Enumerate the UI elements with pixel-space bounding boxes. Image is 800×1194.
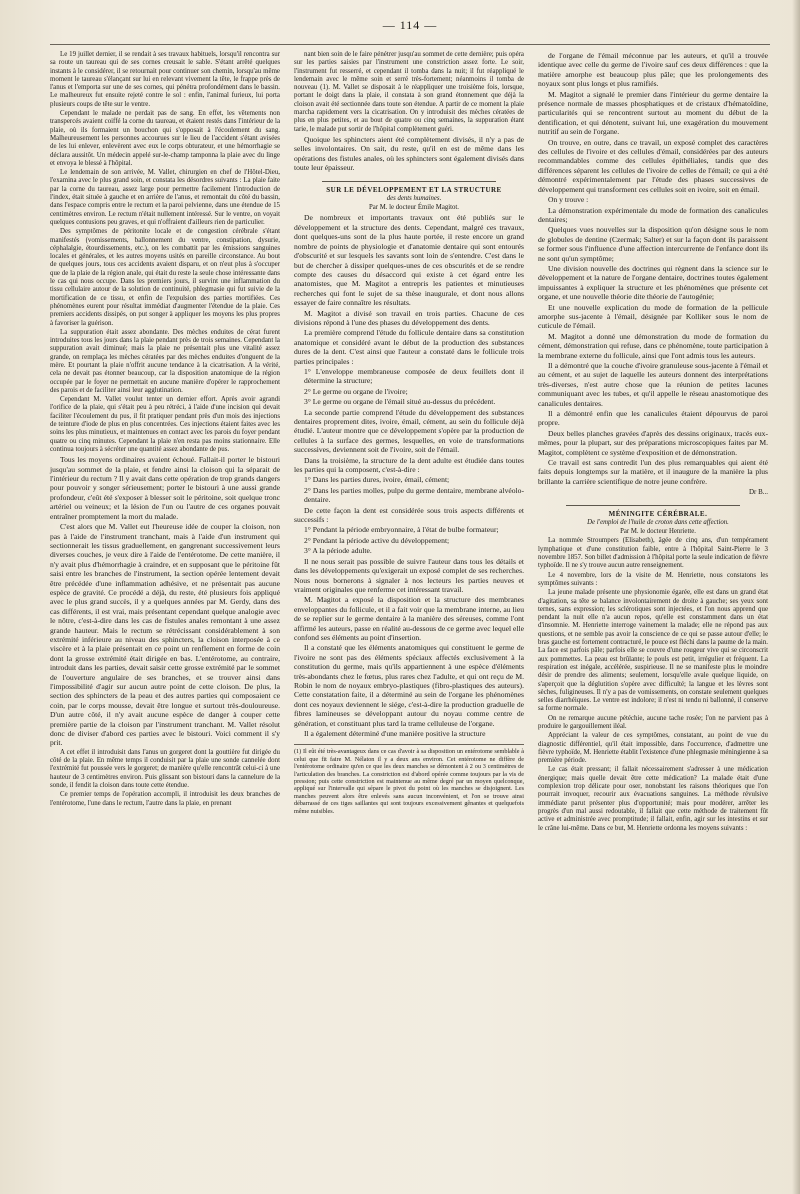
paragraph: Ce travail est sans contredit l'un des plus remarquables qui aient été faits depuis longtemps sur la matière, et il inaugure de la manière la plus brillante la carrière scientifique de notre jeune confrère. <box>538 458 768 486</box>
paragraph: Des symptômes de péritonite locale et de congestion cérébrale s'étant manifestés (vomissements, ballonnement du ventre, constipation, dysurie, céphalalgie, étourdissements, etc.), on les combattit par les émissions sanguines locales et générales, et les autres moyens usités en pareille circonstance. Au bout de quelques jours, tous ces accidents avaient disparu, et on n'eut plus à s'occuper que de la plaie de la région anale, qui était du reste la seule chose intéressante dans le cas qui nous occupe. Dans les premiers jours, il survint une inflammation du tissu cellulaire autour de la solution de continuité, phlegmasie qui fut suivie de la mortification de ce tissu, et enfin de l'expulsion des parties mortifiées. Ces phénomènes eurent pour résultat immédiat d'augmenter l'étendue de la plaie. Ces premiers accidents dissipés, on put songer à appliquer les moyens les plus propres à favoriser la guérison. <box>50 228 280 327</box>
list-item: 3° A la période adulte. <box>304 546 372 556</box>
paragraph: Le cas était pressant; il fallait nécessairement s'adresser à une médication énergique; mais quelle devait être cette médication? La malade était d'une complexion trop délicate pour oser, nonobstant les raisons théoriques que l'on pourrait invoquer, recourir aux évacuations sanguines. La méthode révulsive immédiate parut présenter plus d'opportunité; mais pour modérer, arrêter les progrès d'un mal aussi redoutable, il fallait que cette méthode de traitement fût active et administrée avec promptitude; il fallait, enfin, agir sur les intestins et sur le crâne lui-même. Dans ce but, M. Henriette ordonna les moyens suivants : <box>538 766 768 832</box>
paragraph: Le 19 juillet dernier, il se rendait à ses travaux habituels, lorsqu'il rencontra sur sa route un taureau qui de ses cornes creusait le sable. S'étant arrêté quelques instants à le considérer, il se retournait pour continuer son chemin, lorsqu'au même moment le taureau s'élançant sur lui en relevant vivement la tête, le frappe près de l'anus et l'emporta sur une de ses cornes, qui pénétra profondément dans le bassin. Le malheureux fut ensuite rejeté contre le sol : enfin, l'animal furieux, lui porta plusieurs coups de tête sur le ventre. <box>50 51 280 108</box>
paragraph: Quoique les sphincters aient été complètement divisés, il n'y a pas de selles involontaires. On sait, du reste, qu'il en est de même dans les opérations des fistules anales, où les sphincters sont également divisés dans toute leur épaisseur. <box>294 134 524 173</box>
paragraph: Et une nouvelle explication du mode de formation de la pellicule amorphe sus-jacente à l'émail, désignée par Kolliker sous le nom de cuticule de l'émail. <box>538 302 768 331</box>
footnote: (1) Il eût été très-avantageux dans ce cas d'avoir à sa disposition un entérotome semblable à celui que fit faire M. Nélaton il y a deux ans environ. Cet entérotome ne diffère de l'entérotome ordinaire qu'en ce que les deux manches se démontent à 2 ou 3 centimètres de l'articulation des branches. La constriction est d'abord opérée comme toujours par la vis de pression; puis cette constriction est maintenue au même degré par un moyen quelconque, appliqué sur l'intervalle qui sépare le pivot du point où les manches se disjoignent. Les manches peuvent alors être enlevés sans aucun inconvénient, et l'on se trouve ainsi débarrassé de ces tiges saillantes qui sont toujours excessivement gênantes et quelquefois même nuisibles. <box>294 744 524 815</box>
paragraph: Dans la troisième, la structure de la dent adulte est étudiée dans toutes les parties qui la composent, c'est-à-dire : <box>294 455 524 475</box>
paragraph: De nombreux et importants travaux ont été publiés sur le développement et la structure des dents. Cependant, malgré ces travaux, dont quelques-uns sont de la plus haute portée, il reste encore un grand nombre de points de physiologie et d'anatomie dentaire qui sont entourés d'obscurité et sur lesquels les savants sont loin de s'entendre. C'est dans le but de chercher à dissiper quelques-unes de ces obscurités et de se rendre compte des causes du désaccord qui existe à cet égard entre les anatomistes, que M. Magitot a entrepris les patientes et minutieuses recherches qui font le sujet de sa thèse inaugurale, et dont nous allons essayer de faire connaître les résultats. <box>294 213 524 308</box>
paragraph: La nommée Stroumpers (Elisabeth), âgée de cinq ans, d'un tempérament lymphatique et d'une constitution faible, entre à l'hôpital Saint-Pierre le 3 novembre 1857. Son billet d'admission à l'hôpital porte la seule indication de fièvre typhoïde. Il ne s'y trouve aucun autre renseignement. <box>538 537 769 570</box>
article-title: MÉNINGITE CÉRÉBRALE. <box>608 509 708 518</box>
paragraph: M. Magitot a signalé le premier dans l'intérieur du germe dentaire la présence normale de masses phosphatiques et de cristaux d'hématoïdine, particularités qui se rencontrent surtout au moment du début de la dentification, et qui dénotent, suivant lui, une exagération du mouvement nutritif au sein de l'organe. <box>538 89 768 137</box>
paragraph: M. Magitot a exposé la disposition et la structure des membranes enveloppantes du follicule, et il a fait voir que la membrane interne, au lieu de se replier sur le germe dentaire à la manière des séreuses, comme l'ont affirmé les auteurs, passe en réalité au-dessous de ce germe avec lequel elle confond ses éléments au point d'insertion. <box>294 595 524 642</box>
paragraph: M. Magitot a donné une démonstration du mode de formation du cément, démonstration qui refuse, dans ce phénomène, toute participation à la membrane externe du follicule, ainsi que l'ont admis tous les auteurs. <box>538 331 768 360</box>
paragraph: Deux belles planches gravées d'après des dessins originaux, tracés eux-mêmes, pour la plupart, sur des préparations microscopiques faites par M. Magitot, complètent ce système d'exposition et de démonstration. <box>538 428 768 457</box>
list-item: 2° Le germe ou organe de l'ivoire; <box>304 386 408 396</box>
section-divider <box>566 505 740 506</box>
column-middle <box>294 51 524 834</box>
paragraph: Cependant M. Vallet voulut tenter un dernier effort. Après avoir agrandi l'orifice de la plaie, qui s'était peu à peu rétréci, à l'aide d'une incision qui devait faciliter l'écoulement du pus, il fit pratiquer pendant près d'un mois des injections de teinture d'iode de plus en plus concentrées. Ces injections étaient faites avec les soins les plus minutieux, et maintenues en contact avec les parois du foyer pendant quatre ou cinq minutes. Cependant la plaie n'en resta pas moins stationnaire. Elle continua toujours à sécréter une quantité assez abondante de pus. <box>50 396 280 453</box>
paragraph: Il a démontré enfin que les canalicules étaient dépourvus de paroi propre. <box>538 409 768 428</box>
paragraph: Le lendemain de son arrivée, M. Vallet, chirurgien en chef de l'Hôtel-Dieu, l'examina avec le plus grand soin, et constata les désordres suivants : La plaie faite par la corne du taureau, assez large pour permettre facilement l'introduction de l'index, était située à gauche et en arrière de l'anus, et remontait du côté du bassin, dans l'espace compris entre le rectum et la paroi pelvienne, dans une étendue de 15 centimètres environ. Le rectum n'était nullement intéressé. Sur le ventre, on voyait quelques contusions peu graves, et qui n'offraient d'ailleurs rien de particulier. <box>50 169 280 226</box>
list-item: 2° Pendant la période active du développement; <box>304 535 450 545</box>
columns <box>50 51 770 834</box>
list-item: 2° Dans les parties molles, pulpe du germe dentaire, membrane alvéolo-dentaire. <box>304 485 524 505</box>
paragraph: Tous les moyens ordinaires avaient échoué. Fallait-il porter le bistouri jusqu'au sommet de la plaie, et fendre ainsi la cloison qui la séparait de l'intérieur du rectum ? Il y avait dans cette opération de trop grands dangers pour pouvoir y songer sérieusement; porter le bistouri à une aussi grande profondeur, c'eût été s'exposer à blesser soit le péritoine, soit quelque tronc artériel ou veineux; et la lésion de l'un ou l'autre de ces organes pouvait entraîner promptement la mort du malade. <box>50 455 280 521</box>
page-edge-shadow <box>792 0 800 1194</box>
article-subtitle: des dents humaines. <box>386 194 442 202</box>
paragraph: C'est alors que M. Vallet eut l'heureuse idée de couper la cloison, non pas à l'aide de l'instrument tranchant, mais à l'aide d'un instrument qui sectionnerait les tissus graduellement, en gangrenant successivement leurs diverses couches, je veux dire à l'aide de l'entérotome. De cette manière, il n'y avait plus d'hémorrhagie à craindre, et en supposant que le péritoine fût saisi entre les branches de l'instrument, la section opérée lentement devait être précédée d'une inflammation adhésive, et ne présentait pas aucune espèce de gravité. Ce procédé a déjà, du reste, été plusieurs fois appliqué avec le plus grand succès, il y a quelques années par M. Gerdy, dans des cas différents, il est vrai, mais présentant cependant quelque analogie avec le nôtre, c'est-à-dire dans les cas de fistules anales remontant à une assez grande hauteur. Mais le rectum se rétrécissant considérablement à son extrémité inférieure au niveau des sphincters, la cloison interposée à ce viscère et à la plaie présentait en ce point un renflement en forme de coin dont la grosse extrémité était dirigée en bas. L'entérotome, au contraire, introduit dans les parties, devait saisir cette grosse extrémité par le sommet de l'ouverture angulaire de ses branches, et se trouver ainsi dans l'impossibilité d'agir sur aucun autre point de cette cloison. De plus, la section des sphincters de la peau et des autres parties qui composaient ce coin, par le corps mousse, devait être longue et surtout très-douloureuse. D'un autre côté, il n'y avait aucune espèce de danger à couper cette première partie de la cloison par l'instrument tranchant. M. Vallet résolut donc de diviser d'abord ces parties avec le bistouri. Voici comment il s'y prit. <box>50 522 280 748</box>
paragraph: Ce premier temps de l'opération accompli, il introduisit les deux branches de l'entérotome, l'une dans le rectum, l'autre dans la plaie, en prenant <box>50 791 280 807</box>
paragraph: Quelques vues nouvelles sur la disposition qu'on désigne sous le nom de globules de dentine (Czermak; Salter) et sur la façon dont ils paraissent se former sous l'influence d'une affection intercurrente de l'enfance dont ils ne sont qu'un symptôme; <box>538 225 768 263</box>
paragraph: La seconde partie comprend l'étude du développement des substances dentaires proprement dites, ivoire, émail, cément, au sein du follicule déjà étudié. L'auteur montre que ce développement s'opère par la production de cellules à la surface des germes, lesquelles, en voie de transformations successives, deviennent soit de l'ivoire, soit de l'émail. <box>294 407 524 455</box>
paragraph: Le 4 novembre, lors de la visite de M. Henriette, nous constatons les symptômes suivants : <box>538 571 768 587</box>
paragraph: Il a également déterminé d'une manière positive la structure <box>304 729 486 739</box>
list-item: 1° L'enveloppe membraneuse composée de deux feuillets dont il détermine la structure; <box>304 366 524 386</box>
paragraph: La jeune malade présente une physionomie égarée, elle est dans un grand état d'agitation, sa tête se balance involontairement de droite à gauche; ses yeux sont ternes, sans expression; les sclérotiques sont injectées, et l'on nous apprend que pendant la nuit elle n'a aucun repos, qu'elle est constamment dans un état d'insomnie. M. Henriette interroge vainement la malade; elle ne répond pas aux questions, et ne semble pas avoir la conscience de ce qui se passe autour d'elle; le bras gauche est fortement contracturé, le pouce est fléchi dans la paume de la main. La face est parfois pâle; parfois elle se couvre d'une rougeur vive qui se circonscrit aux pommettes. La peau est brûlante; le pouls est petit, irrégulier et fréquent. La respiration est inégale, accélérée, suspirieuse. Il ne se manifeste plus le moindre désir de prendre des aliments; seulement, lorsqu'elle avale quelque liquide, on s'aperçoit que la déglutition s'opère avec difficulté; la langue et les lèvres sont sèches, fuligineuses. Il n'y a pas de vomissements, on constate seulement quelques selles diarrhéiques. Le ventre est indolore; il n'est ni tendu ni ballonné, il conserve sa forme normale. <box>538 589 768 713</box>
page-number-header: — 114 — <box>50 18 770 45</box>
paragraph: A cet effet il introduisit dans l'anus un gorgeret dont la gouttière fut dirigée du côté de la plaie. En même temps il conduisit par la plaie une sonde cannelée dont l'extrémité fut poussée vers le gorgeret; de manière qu'elle rencontrât celui-ci à une hauteur de 3 centimètres environ. Puis glissant son bistouri dans la cannelure de la sonde, il fendit la cloison dans toute cette étendue. <box>50 748 280 790</box>
paragraph: Il ne nous serait pas possible de suivre l'auteur dans tous les détails et dans les développements qu'exigerait un exposé complet de ses recherches. Nous nous bornerons à signaler à nos lecteurs les parties neuves et vraiment originales que renferme cet intéressant travail. <box>294 556 524 594</box>
paragraph: Cependant le malade ne perdait pas de sang. En effet, les vêtements non transpercés avaient coiffé la corne du taureau, et étaient restés dans l'intérieur de la plaie, où ils formaient un bouchon qui s'opposait à l'écoulement du sang. Malheureusement les personnes accourues sur le lieu de l'accident s'étant avisées de les lui enlever, enlevèrent avec eux le corps obturateur, et une hémorrhagie se déclara aussitôt. Un médecin appelé sur-le-champ tamponna la plaie avec du linge et envoya le blessé à l'hôpital. <box>50 110 280 167</box>
paragraph: On trouve, en outre, dans ce travail, un exposé complet des caractères des cellules de l'ivoire et des cellules d'émail, considérées par des auteurs recommandables comme des cellules épithéliales, tandis que des différences séparent les cellules de l'ivoire de celles de l'émail; ce qui a été démontré expérimentalement par l'étude des phases successives de développement qui transforment ces cellules soit en ivoire, soit en émail. <box>538 137 768 194</box>
paragraph: de l'organe de l'émail méconnue par les auteurs, et qu'il a trouvée identique avec celle du germe de l'ivoire sauf ces deux différences : que la matière amorphe est beaucoup plus pâle; que les prolongements des noyaux sont plus longs et plus ramifiés. <box>538 51 768 89</box>
column-left <box>50 51 280 834</box>
column-right <box>538 51 768 834</box>
signature: Dr B... <box>748 488 768 497</box>
list-item: 3° Le germe ou organe de l'émail situé au-dessus du précédent. <box>304 397 496 407</box>
article-subtitle: De l'emploi de l'huile de croton dans cette affection. <box>587 518 729 526</box>
paragraph: Il a démontré que la couche d'ivoire granuleuse sous-jacente à l'émail et au cément, et au sujet de laquelle les auteurs donnent des interprétations très-diverses, n'est autre chose que la réunion de petites lacunes communiquant avec les tubes, et qu'il appelle le réseau anastomotique des canalicules dentaires. <box>538 361 768 408</box>
paragraph: nant bien soin de le faire pénétrer jusqu'au sommet de cette dernière; puis opéra sur les parties saisies par l'instrument une constriction assez forte. Le soir, l'instrument fut resserré, et cependant il tomba dans la nuit; il fut réappliqué le lendemain avec le même soin et serré très-fortement; néanmoins il tomba de nouveau (1). M. Vallet se disposait à le réappliquer une troisième fois, lorsque, portant le doigt dans la plaie, il constata à son grand étonnement que déjà la cloison avait été sectionnée dans toute son étendue. A partir de ce moment la plaie marcha rapidement vers la cicatrisation. On y introduisit des mèches cératées de plus en plus petites, et au bout de quatre ou cinq semaines, la suppuration étant tarie, le malade put sortir de l'hôpital complètement guéri. <box>294 51 524 133</box>
paragraph: On ne remarque aucune pétéchie, aucune tache rosée; l'on ne parvient pas à produire le gargouillement iléal. <box>538 714 768 730</box>
article-title: SUR LE DÉVELOPPEMENT ET LA STRUCTURE <box>326 185 502 194</box>
list-item: 1° Pendant la période embryonnaire, à l'état de bulbe formateur; <box>304 525 499 535</box>
paragraph: La suppuration était assez abondante. Des mèches enduites de cérat furent introduites tous les jours dans la plaie pendant près de trois semaines. Cependant la suppuration avait diminué; mais la plaie ne présentait plus une vitalité assez grande, on remplaça les mèches cératées par des mèches enduites d'onguent de la mère. Et pourtant la plaie n'offrit aucune tendance à la cicatrisation. A la vérité, cela ne devait pas étonner beaucoup, car la disposition anatomique de la région occupée par le foyer ne permettait en aucune manière d'opérer le rapprochement des parois et de faciliter ainsi leur agglutination. <box>50 328 280 394</box>
article-author: Par M. le docteur Henriette. <box>620 528 696 536</box>
paragraph: De cette façon la dent est considérée sous trois aspects différents et successifs : <box>294 505 524 525</box>
paragraph: La démonstration expérimentale du mode de formation des canalicules dentaires; <box>538 205 768 224</box>
list-item: 1° Dans les parties dures, ivoire, émail, cément; <box>304 475 450 485</box>
paragraph: Une division nouvelle des doctrines qui règnent dans la science sur le développement et la nature de l'organe dentaire, doctrines toutes également impuissantes à expliquer la structure et les phénomènes que présente cet organe, et une nouvelle théorie dite théorie de l'autogénie; <box>538 263 768 302</box>
paragraph: M. Magitot a divisé son travail en trois parties. Chacune de ces divisions répond à l'une des phases du développement des dents. <box>294 308 524 327</box>
paragraph: La première comprend l'étude du follicule dentaire dans sa constitution anatomique et considéré avant le début de la production des substances dures de la dent. C'est ainsi que l'auteur a constaté dans le follicule trois parties principales : <box>294 328 524 366</box>
paragraph: Appréciant la valeur de ces symptômes, constatant, au point de vue du diagnostic différentiel, qu'il était impossible, dans l'occurrence, d'admettre une fièvre typhoïde, M. Henriette établit l'existence d'une phlegmasie méningienne à sa première période. <box>538 732 768 765</box>
paragraph: Il a constaté que les éléments anatomiques qui constituent le germe de l'ivoire ne sont pas des éléments spéciaux affectés exclusivement à la constitution du germe, mais qu'ils appartiennent à une espèce d'éléments très-abondants chez le fœtus, plus rares chez l'adulte, et qui ont reçu de M. Robin le nom de noyaux embryo-plastiques (fibro-plastiques des auteurs). Cette constatation faite, il a déterminé au sein de l'organe les phénomènes dont ces noyaux deviennent le siége, c'est-à-dire la production graduelle de fibres lamineuses se développant autour du noyau comme centre de génération, et constituant plus tard la trame celluleuse de l'organe. <box>294 643 524 728</box>
article-author: Par M. le docteur Émile Magitot. <box>368 204 460 212</box>
section-divider <box>322 181 496 182</box>
paragraph: On y trouve : <box>548 195 589 205</box>
